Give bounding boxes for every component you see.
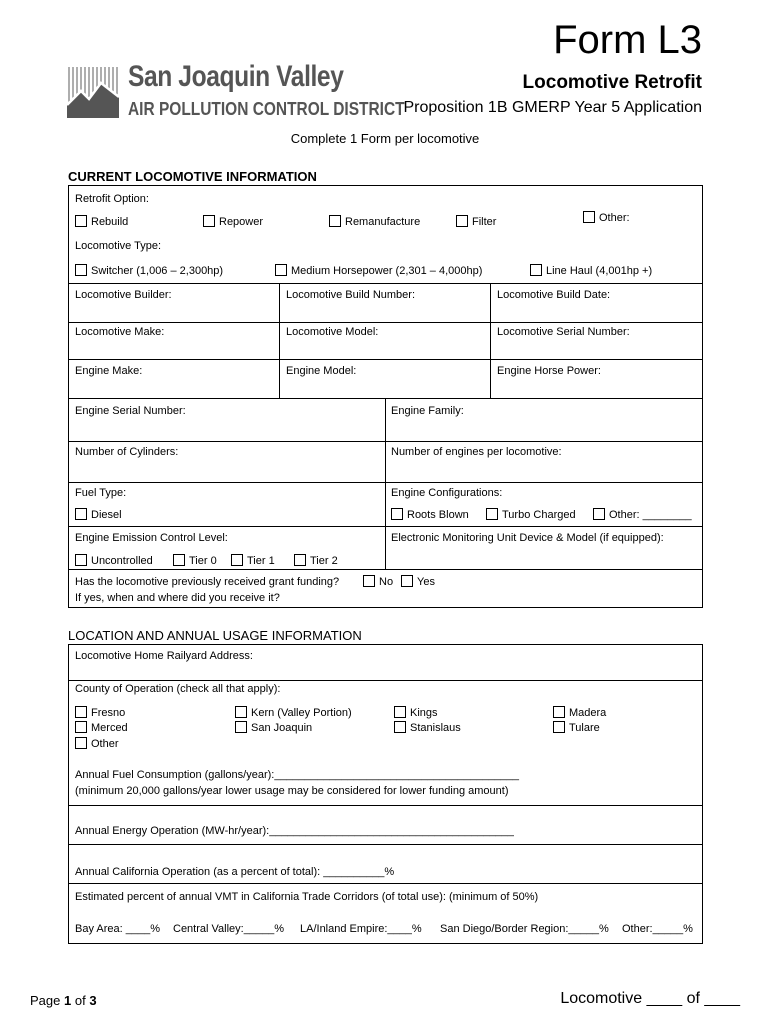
retrofit-rebuild[interactable]: Rebuild bbox=[75, 215, 128, 228]
energy-operation-field[interactable]: Annual Energy Operation (MW-hr/year):________________________________________ bbox=[75, 825, 514, 837]
type-label: Locomotive Type: bbox=[75, 240, 162, 252]
county-kings[interactable]: Kings bbox=[394, 706, 438, 719]
grant-followup: If yes, when and where did you receive it? bbox=[75, 592, 280, 604]
usage-info-box bbox=[68, 644, 703, 944]
fuel-consumption-note: (minimum 20,000 gallons/year lower usage may be considered for lower funding amount) bbox=[75, 785, 509, 797]
form-number: Form L3 bbox=[553, 18, 702, 62]
checkbox-icon[interactable] bbox=[391, 508, 403, 520]
emission-uncontrolled[interactable]: Uncontrolled bbox=[75, 554, 153, 567]
retrofit-other[interactable]: Other: bbox=[583, 211, 630, 224]
form-subtitle: Proposition 1B GMERP Year 5 Application bbox=[403, 99, 702, 116]
engine-model-label: Engine Model: bbox=[286, 365, 357, 377]
county-merced[interactable]: Merced bbox=[75, 721, 128, 734]
engines-per-label: Number of engines per locomotive: bbox=[391, 446, 562, 458]
grant-no[interactable]: No bbox=[363, 575, 393, 588]
checkbox-icon[interactable] bbox=[593, 508, 605, 520]
retrofit-label: Retrofit Option: bbox=[75, 193, 149, 205]
retrofit-remanufacture[interactable]: Remanufacture bbox=[329, 215, 420, 228]
county-label: County of Operation (check all that apply): bbox=[75, 683, 281, 695]
checkbox-icon[interactable] bbox=[363, 575, 375, 587]
checkbox-icon[interactable] bbox=[235, 706, 247, 718]
emission-tier2[interactable]: Tier 2 bbox=[294, 554, 338, 567]
county-stanislaus[interactable]: Stanislaus bbox=[394, 721, 461, 734]
county-tulare[interactable]: Tulare bbox=[553, 721, 600, 734]
checkbox-icon[interactable] bbox=[294, 554, 306, 566]
current-section-title: CURRENT LOCOMOTIVE INFORMATION bbox=[68, 169, 317, 184]
district-logo-icon bbox=[67, 63, 119, 118]
form-title: Locomotive Retrofit bbox=[522, 72, 702, 93]
serial-label: Locomotive Serial Number: bbox=[497, 326, 630, 338]
checkbox-icon[interactable] bbox=[75, 706, 87, 718]
locomotive-count: Locomotive ____ of ____ bbox=[560, 990, 740, 1007]
current-info-box bbox=[68, 185, 703, 608]
org-name-line2: AIR POLLUTION CONTROL DISTRICT bbox=[128, 99, 405, 119]
retrofit-repower[interactable]: Repower bbox=[203, 215, 263, 228]
checkbox-icon[interactable] bbox=[75, 737, 87, 749]
config-roots-blown[interactable]: Roots Blown bbox=[391, 508, 469, 521]
checkbox-icon[interactable] bbox=[530, 264, 542, 276]
org-name-line1: San Joaquin Valley bbox=[128, 60, 344, 93]
checkbox-icon[interactable] bbox=[401, 575, 413, 587]
build-date-label: Locomotive Build Date: bbox=[497, 289, 611, 301]
vmt-label: Estimated percent of annual VMT in California Trade Corridors (of total use): (minimum of 50%) bbox=[75, 891, 539, 903]
county-madera[interactable]: Madera bbox=[553, 706, 606, 719]
checkbox-icon[interactable] bbox=[394, 706, 406, 718]
checkbox-icon[interactable] bbox=[275, 264, 287, 276]
corridor-other[interactable]: Other:_____% bbox=[622, 923, 693, 935]
county-san-joaquin[interactable]: San Joaquin bbox=[235, 721, 312, 734]
checkbox-icon[interactable] bbox=[553, 706, 565, 718]
checkbox-icon[interactable] bbox=[75, 721, 87, 733]
checkbox-icon[interactable] bbox=[329, 215, 341, 227]
corridor-bay-area[interactable]: Bay Area: ____% bbox=[75, 923, 161, 935]
engine-config-label: Engine Configurations: bbox=[391, 487, 503, 499]
retrofit-filter[interactable]: Filter bbox=[456, 215, 496, 228]
grant-yes[interactable]: Yes bbox=[401, 575, 435, 588]
checkbox-icon[interactable] bbox=[173, 554, 185, 566]
config-other[interactable]: Other: ________ bbox=[593, 508, 692, 521]
checkbox-icon[interactable] bbox=[75, 554, 87, 566]
checkbox-icon[interactable] bbox=[553, 721, 565, 733]
fuel-diesel[interactable]: Diesel bbox=[75, 508, 122, 521]
corridor-central-valley[interactable]: Central Valley:_____% bbox=[173, 923, 285, 935]
checkbox-icon[interactable] bbox=[75, 215, 87, 227]
engine-family-label: Engine Family: bbox=[391, 405, 464, 417]
type-medium[interactable]: Medium Horsepower (2,301 – 4,000hp) bbox=[275, 264, 482, 277]
builder-label: Locomotive Builder: bbox=[75, 289, 172, 301]
checkbox-icon[interactable] bbox=[583, 211, 595, 223]
checkbox-icon[interactable] bbox=[235, 721, 247, 733]
engine-serial-label: Engine Serial Number: bbox=[75, 405, 186, 417]
type-switcher[interactable]: Switcher (1,006 – 2,300hp) bbox=[75, 264, 223, 277]
corridor-la-inland[interactable]: LA/Inland Empire:____% bbox=[300, 923, 422, 935]
config-turbo[interactable]: Turbo Charged bbox=[486, 508, 576, 521]
corridor-san-diego[interactable]: San Diego/Border Region:_____% bbox=[440, 923, 609, 935]
cylinders-label: Number of Cylinders: bbox=[75, 446, 179, 458]
checkbox-icon[interactable] bbox=[456, 215, 468, 227]
checkbox-icon[interactable] bbox=[394, 721, 406, 733]
county-other[interactable]: Other bbox=[75, 737, 119, 750]
checkbox-icon[interactable] bbox=[75, 508, 87, 520]
ca-operation-field[interactable]: Annual California Operation (as a percent of total): __________% bbox=[75, 866, 395, 878]
emission-label: Engine Emission Control Level: bbox=[75, 532, 228, 544]
checkbox-icon[interactable] bbox=[486, 508, 498, 520]
grant-question: Has the locomotive previously received grant funding? bbox=[75, 576, 340, 588]
engine-make-label: Engine Make: bbox=[75, 365, 143, 377]
engine-hp-label: Engine Horse Power: bbox=[497, 365, 601, 377]
emission-tier1[interactable]: Tier 1 bbox=[231, 554, 275, 567]
county-fresno[interactable]: Fresno bbox=[75, 706, 125, 719]
checkbox-icon[interactable] bbox=[231, 554, 243, 566]
emission-tier0[interactable]: Tier 0 bbox=[173, 554, 217, 567]
fuel-type-label: Fuel Type: bbox=[75, 487, 127, 499]
make-label: Locomotive Make: bbox=[75, 326, 165, 338]
type-line-haul[interactable]: Line Haul (4,001hp +) bbox=[530, 264, 652, 277]
county-kern[interactable]: Kern (Valley Portion) bbox=[235, 706, 352, 719]
page-indicator: Page 1 of 3 bbox=[30, 993, 97, 1008]
fuel-consumption-field[interactable]: Annual Fuel Consumption (gallons/year):________________________________________ bbox=[75, 769, 520, 781]
checkbox-icon[interactable] bbox=[203, 215, 215, 227]
home-railyard-label: Locomotive Home Railyard Address: bbox=[75, 650, 253, 662]
form-instruction: Complete 1 Form per locomotive bbox=[290, 131, 480, 146]
model-label: Locomotive Model: bbox=[286, 326, 379, 338]
usage-section-title: LOCATION AND ANNUAL USAGE INFORMATION bbox=[68, 628, 362, 643]
emu-label: Electronic Monitoring Unit Device & Model (if equipped): bbox=[391, 532, 664, 544]
checkbox-icon[interactable] bbox=[75, 264, 87, 276]
build-number-label: Locomotive Build Number: bbox=[286, 289, 416, 301]
